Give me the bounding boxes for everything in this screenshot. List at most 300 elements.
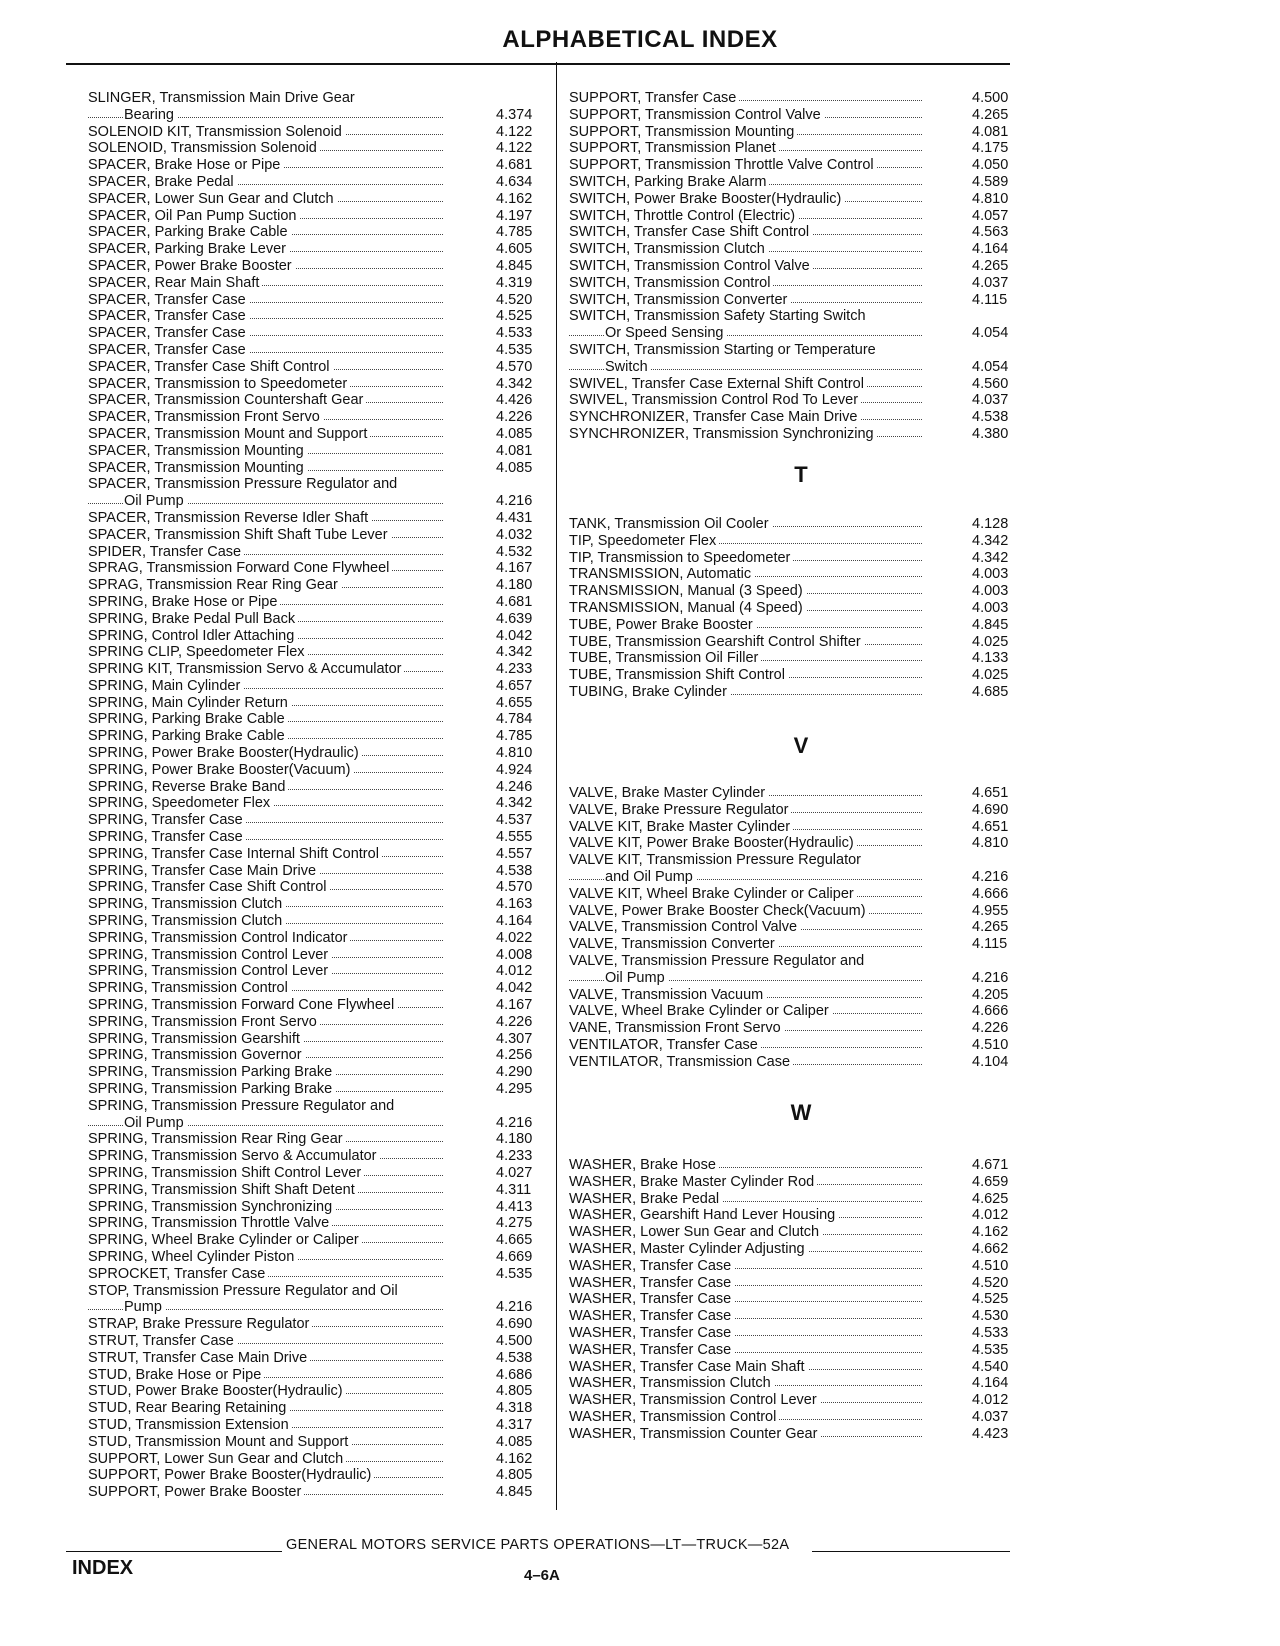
entry-label: SPACER, Transfer Case <box>88 342 249 359</box>
entry-label: SPACER, Transmission Mount and Support <box>88 426 370 443</box>
entry-label: VALVE, Power Brake Booster Check(Vacuum) <box>569 903 869 920</box>
entry-page-ref: 4.167 <box>496 997 533 1014</box>
entry-label: WASHER, Transfer Case <box>569 1342 734 1359</box>
entry-label: SPRING CLIP, Speedometer Flex <box>88 644 308 661</box>
entry-page-ref: 4.538 <box>972 409 1009 426</box>
entry-page-ref: 4.520 <box>496 291 533 308</box>
entry-page-ref: 4.655 <box>496 694 533 711</box>
entry-label: SPACER, Transmission Reverse Idler Shaft <box>88 510 371 527</box>
section-letter-heading: V <box>793 733 809 758</box>
entry-page-ref: 4.538 <box>496 862 533 879</box>
entry-label: STRAP, Brake Pressure Regulator <box>88 1316 312 1333</box>
entry-page-ref: 4.535 <box>496 1265 533 1282</box>
entry-page-ref: 4.784 <box>496 711 533 728</box>
entry-label: VALVE KIT, Brake Master Cylinder <box>569 819 793 836</box>
entry-page-ref: 4.008 <box>496 946 533 963</box>
entry-page-ref: 4.671 <box>972 1157 1009 1173</box>
page-title: ALPHABETICAL INDEX <box>502 26 778 53</box>
section-letter-heading: T <box>794 462 808 487</box>
entry-label: VALVE, Brake Pressure Regulator <box>569 802 791 819</box>
entry-label: SUPPORT, Transmission Mounting <box>569 124 797 141</box>
entry-page-ref: 4.081 <box>496 442 533 459</box>
entry-label: SPACER, Lower Sun Gear and Clutch <box>88 191 337 208</box>
title-rule <box>66 63 1010 65</box>
entry-page-ref: 4.115 <box>972 936 1008 953</box>
entry-page-ref: 4.050 <box>972 157 1009 174</box>
entry-label: TRANSMISSION, Manual (3 Speed) <box>569 583 806 600</box>
entry-page-ref: 4.042 <box>496 980 533 997</box>
entry-label: TUBE, Transmission Gearshift Control Shifter <box>569 634 864 651</box>
entry-page-ref: 4.685 <box>972 683 1009 700</box>
entry-label: SPACER, Oil Pan Pump Suction <box>88 208 299 225</box>
entry-label-continued: Or Speed Sensing <box>605 325 727 342</box>
entry-page-ref: 4.431 <box>496 509 533 526</box>
entry-label: WASHER, Transmission Counter Gear <box>569 1426 820 1443</box>
entry-label: SPRAG, Transmission Rear Ring Gear <box>88 577 341 594</box>
entry-page-ref: 4.342 <box>496 375 533 392</box>
entry-label: WASHER, Transfer Case Main Shaft <box>569 1359 808 1376</box>
entry-page-ref: 4.042 <box>496 627 533 644</box>
entry-page-ref: 4.162 <box>972 1224 1009 1241</box>
entry-page-ref: 4.012 <box>496 963 533 980</box>
entry-label: WASHER, Transfer Case <box>569 1308 734 1325</box>
entry-label: VALVE, Transmission Converter <box>569 936 778 953</box>
entry-page-ref: 4.180 <box>496 577 533 594</box>
entry-label: SPRING, Speedometer Flex <box>88 795 273 812</box>
entry-page-ref: 4.162 <box>496 1450 533 1467</box>
entry-label-continued: Oil Pump <box>124 493 187 510</box>
entry-page-ref: 4.570 <box>496 879 533 896</box>
entry-page-ref: 4.535 <box>496 341 533 358</box>
entry-page-ref: 4.538 <box>496 1349 533 1366</box>
entry-label: SWITCH, Transmission Clutch <box>569 241 768 258</box>
entry-label: SPACER, Transmission Shift Shaft Tube Lever <box>88 527 391 544</box>
entry-label: TUBE, Transmission Shift Control <box>569 667 788 684</box>
entry-page-ref: 4.037 <box>972 392 1009 409</box>
entry-page-ref: 4.164 <box>972 241 1009 258</box>
entry-page-ref: 4.500 <box>496 1332 533 1349</box>
entry-page-ref: 4.128 <box>972 516 1009 532</box>
entry-label: SPRING, Power Brake Booster(Hydraulic) <box>88 745 362 762</box>
entry-label: SPRING, Brake Hose or Pipe <box>88 594 280 611</box>
entry-page-ref: 4.605 <box>496 241 533 258</box>
entry-label: TUBING, Brake Cylinder <box>569 684 730 701</box>
entry-page-ref: 4.659 <box>972 1173 1009 1190</box>
entry-page-ref: 4.205 <box>972 986 1009 1003</box>
entry-page-ref: 4.805 <box>496 1467 533 1484</box>
entry-label: SPRING, Transmission Parking Brake <box>88 1081 335 1098</box>
entry-label: SPACER, Transfer Case <box>88 308 249 325</box>
entry-page-ref: 4.520 <box>972 1274 1009 1291</box>
entry-page-ref: 4.535 <box>972 1341 1009 1358</box>
entry-label: SWITCH, Transmission Safety Starting Switch <box>569 308 869 325</box>
entry-page-ref: 4.555 <box>496 829 533 846</box>
entry-page-ref: 4.085 <box>496 425 533 442</box>
entry-page-ref: 4.133 <box>972 650 1009 667</box>
entry-page-ref: 4.003 <box>972 599 1009 616</box>
entry-label: STUD, Transmission Mount and Support <box>88 1434 351 1451</box>
entry-label: SPRING, Transmission Gearshift <box>88 1031 303 1048</box>
entry-label: SPRING, Wheel Brake Cylinder or Caliper <box>88 1232 362 1249</box>
entry-label: SPACER, Transfer Case Shift Control <box>88 359 333 376</box>
entry-page-ref: 4.054 <box>972 358 1009 375</box>
entry-label: SYNCHRONIZER, Transmission Synchronizing <box>569 426 877 443</box>
entry-label: SPACER, Power Brake Booster <box>88 258 295 275</box>
entry-label: SPRING, Transmission Parking Brake <box>88 1064 335 1081</box>
entry-label: SPIDER, Transfer Case <box>88 544 244 561</box>
entry-page-ref: 4.924 <box>496 761 533 778</box>
entry-page-ref: 4.669 <box>496 1248 533 1265</box>
entry-page-ref: 4.012 <box>972 1207 1009 1224</box>
entry-page-ref: 4.162 <box>496 190 533 207</box>
entry-label: SUPPORT, Lower Sun Gear and Clutch <box>88 1451 346 1468</box>
entry-page-ref: 4.256 <box>496 1047 533 1064</box>
entry-page-ref: 4.233 <box>496 1148 533 1165</box>
entry-page-ref: 4.634 <box>496 173 533 190</box>
entry-label: SYNCHRONIZER, Transfer Case Main Drive <box>569 409 860 426</box>
entry-page-ref: 4.426 <box>496 392 533 409</box>
entry-page-ref: 4.057 <box>972 207 1009 224</box>
entry-label: SUPPORT, Transfer Case <box>569 90 739 107</box>
entry-page-ref: 4.307 <box>496 1030 533 1047</box>
entry-label: VALVE KIT, Wheel Brake Cylinder or Caliper <box>569 886 857 903</box>
entry-label: VENTILATOR, Transfer Case <box>569 1037 761 1054</box>
entry-label: SPACER, Parking Brake Lever <box>88 241 289 258</box>
entry-label: SPRING, Power Brake Booster(Vacuum) <box>88 762 353 779</box>
entry-label: VALVE, Brake Master Cylinder <box>569 785 768 802</box>
entry-label: WASHER, Transfer Case <box>569 1258 734 1275</box>
entry-label: VALVE, Transmission Control Valve <box>569 919 800 936</box>
entry-page-ref: 4.423 <box>972 1425 1009 1442</box>
entry-page-ref: 4.651 <box>972 818 1009 835</box>
entry-label: SPRING, Transmission Front Servo <box>88 1014 320 1031</box>
entry-page-ref: 4.054 <box>972 325 1009 342</box>
entry-label: SPRING, Transmission Synchronizing <box>88 1199 335 1216</box>
entry-label: WASHER, Transfer Case <box>569 1275 734 1292</box>
entry-label: VALVE, Wheel Brake Cylinder or Caliper <box>569 1003 832 1020</box>
entry-page-ref: 4.342 <box>496 644 533 661</box>
entry-label: WASHER, Transfer Case <box>569 1325 734 1342</box>
entry-page-ref: 4.342 <box>496 795 533 812</box>
entry-page-ref: 4.318 <box>496 1400 533 1417</box>
entry-page-ref: 4.216 <box>496 493 533 510</box>
entry-page-ref: 4.085 <box>496 1433 533 1450</box>
entry-page-ref: 4.681 <box>496 157 533 174</box>
entry-label: SPACER, Brake Hose or Pipe <box>88 157 283 174</box>
section-letter-heading: W <box>790 1100 812 1125</box>
entry-page-ref: 4.012 <box>972 1392 1009 1409</box>
entry-label: SWITCH, Transmission Control <box>569 275 773 292</box>
entry-page-ref: 4.003 <box>972 583 1009 600</box>
entry-label: TUBE, Power Brake Booster <box>569 617 756 634</box>
entry-page-ref: 4.167 <box>496 560 533 577</box>
entry-page-ref: 4.510 <box>972 1257 1009 1274</box>
entry-label: SPRING, Main Cylinder <box>88 678 243 695</box>
entry-page-ref: 4.290 <box>496 1064 533 1081</box>
entry-label: SPACER, Transmission Front Servo <box>88 409 323 426</box>
entry-page-ref: 4.845 <box>496 1484 533 1501</box>
entry-page-ref: 4.380 <box>972 425 1009 442</box>
entry-page-ref: 4.216 <box>496 1299 533 1316</box>
entry-page-ref: 4.342 <box>972 532 1009 549</box>
entry-label: SPRING, Transmission Throttle Valve <box>88 1215 332 1232</box>
entry-page-ref: 4.175 <box>972 140 1009 157</box>
entry-page-ref: 4.037 <box>972 274 1009 291</box>
entry-label: SUPPORT, Power Brake Booster <box>88 1484 304 1501</box>
entry-page-ref: 4.530 <box>972 1308 1009 1325</box>
entry-label: VALVE, Transmission Pressure Regulator and <box>569 953 867 970</box>
entry-label: TUBE, Transmission Oil Filler <box>569 650 761 667</box>
entry-page-ref: 4.226 <box>972 1020 1009 1037</box>
page-number: 4–6A <box>524 1567 560 1584</box>
entry-label: SPRING, Transfer Case <box>88 812 246 829</box>
entry-page-ref: 4.265 <box>972 257 1009 274</box>
entry-label: SWITCH, Transmission Starting or Temperature <box>569 342 879 359</box>
entry-page-ref: 4.810 <box>972 190 1009 207</box>
entry-page-ref: 4.025 <box>972 633 1009 650</box>
entry-label: STUD, Brake Hose or Pipe <box>88 1367 264 1384</box>
entry-page-ref: 4.163 <box>496 896 533 913</box>
entry-label: SWITCH, Transfer Case Shift Control <box>569 224 812 241</box>
entry-label: WASHER, Lower Sun Gear and Clutch <box>569 1224 822 1241</box>
entry-page-ref: 4.374 <box>496 106 533 123</box>
entry-page-ref: 4.785 <box>496 728 533 745</box>
entry-label: WASHER, Gearshift Hand Lever Housing <box>569 1207 838 1224</box>
entry-label: SPROCKET, Transfer Case <box>88 1266 268 1283</box>
entry-page-ref: 4.317 <box>496 1416 533 1433</box>
entry-label: STRUT, Transfer Case Main Drive <box>88 1350 310 1367</box>
entry-label: SPRING, Parking Brake Cable <box>88 728 288 745</box>
entry-label: SPRING, Wheel Cylinder Piston <box>88 1249 297 1266</box>
entry-label: STUD, Power Brake Booster(Hydraulic) <box>88 1383 346 1400</box>
entry-label: SWITCH, Parking Brake Alarm <box>569 174 769 191</box>
entry-page-ref: 4.022 <box>496 929 533 946</box>
entry-page-ref: 4.560 <box>972 375 1009 392</box>
entry-page-ref: 4.666 <box>972 1003 1009 1020</box>
entry-label: SPRAG, Transmission Forward Cone Flywheel <box>88 560 392 577</box>
entry-page-ref: 4.500 <box>972 90 1009 106</box>
entry-page-ref: 4.533 <box>496 325 533 342</box>
entry-label: SPACER, Transmission Pressure Regulator and <box>88 476 400 493</box>
entry-page-ref: 4.557 <box>496 845 533 862</box>
entry-page-ref: 4.532 <box>496 543 533 560</box>
entry-label: TIP, Speedometer Flex <box>569 533 719 550</box>
entry-page-ref: 4.342 <box>972 549 1009 566</box>
entry-label: SPACER, Transmission Mounting <box>88 460 307 477</box>
entry-label: SPACER, Transmission Countershaft Gear <box>88 392 366 409</box>
entry-page-ref: 4.311 <box>496 1181 532 1198</box>
entry-page-ref: 4.665 <box>496 1232 533 1249</box>
entry-label: SPRING, Transmission Control Lever <box>88 947 331 964</box>
entry-label: SUPPORT, Transmission Throttle Valve Control <box>569 157 877 174</box>
entry-page-ref: 4.570 <box>496 358 533 375</box>
entry-label: SPACER, Transfer Case <box>88 292 249 309</box>
entry-label: SPRING, Transfer Case Internal Shift Control <box>88 846 382 863</box>
entry-label: SUPPORT, Transmission Control Valve <box>569 107 824 124</box>
entry-page-ref: 4.540 <box>972 1358 1009 1375</box>
entry-label: SPACER, Transmission to Speedometer <box>88 376 350 393</box>
entry-page-ref: 4.081 <box>972 123 1009 140</box>
entry-label: TRANSMISSION, Automatic <box>569 566 754 583</box>
entry-label: STRUT, Transfer Case <box>88 1333 237 1350</box>
entry-label: VALVE, Transmission Vacuum <box>569 987 766 1004</box>
entry-page-ref: 4.085 <box>496 459 533 476</box>
entry-label: SPRING, Main Cylinder Return <box>88 695 291 712</box>
entry-page-ref: 4.037 <box>972 1408 1009 1425</box>
entry-label: WASHER, Transmission Control <box>569 1409 779 1426</box>
entry-label-continued: Oil Pump <box>605 970 668 987</box>
entry-label: SWIVEL, Transmission Control Rod To Lever <box>569 392 861 409</box>
entry-page-ref: 4.233 <box>496 661 533 678</box>
entry-label: SPRING KIT, Transmission Servo & Accumulator <box>88 661 404 678</box>
entry-page-ref: 4.246 <box>496 778 533 795</box>
entry-label-continued: Switch <box>605 359 651 376</box>
entry-page-ref: 4.525 <box>972 1291 1009 1308</box>
entry-page-ref: 4.563 <box>972 224 1009 241</box>
entry-label: SWITCH, Transmission Converter <box>569 292 790 309</box>
entry-page-ref: 4.690 <box>972 801 1009 818</box>
entry-label: TIP, Transmission to Speedometer <box>569 550 793 567</box>
entry-label: SPACER, Transfer Case <box>88 325 249 342</box>
entry-label-continued: Pump <box>124 1299 165 1316</box>
entry-label: VENTILATOR, Transmission Case <box>569 1054 793 1071</box>
entry-label: VALVE KIT, Power Brake Booster(Hydraulic) <box>569 835 857 852</box>
entry-label: SOLENOID KIT, Transmission Solenoid <box>88 124 345 141</box>
entry-label: STUD, Transmission Extension <box>88 1417 292 1434</box>
entry-page-ref: 4.265 <box>972 919 1009 936</box>
entry-page-ref: 4.690 <box>496 1316 533 1333</box>
entry-page-ref: 4.265 <box>972 106 1009 123</box>
entry-label: SWITCH, Power Brake Booster(Hydraulic) <box>569 191 844 208</box>
footer-rule-right <box>812 1551 1010 1552</box>
entry-page-ref: 4.662 <box>972 1240 1009 1257</box>
entry-label: VANE, Transmission Front Servo <box>569 1020 784 1037</box>
entry-label: SWIVEL, Transfer Case External Shift Control <box>569 376 867 393</box>
entry-label: SPRING, Transmission Control <box>88 980 291 997</box>
entry-label: WASHER, Transmission Clutch <box>569 1375 774 1392</box>
entry-page-ref: 4.027 <box>496 1165 533 1181</box>
entry-label: WASHER, Brake Hose <box>569 1157 719 1174</box>
entry-page-ref: 4.533 <box>972 1324 1009 1341</box>
entry-label-continued: Oil Pump <box>124 1115 187 1132</box>
entry-label: WASHER, Brake Pedal <box>569 1191 722 1208</box>
entry-page-ref: 4.003 <box>972 566 1009 583</box>
entry-label: SPRING, Transmission Servo & Accumulator <box>88 1148 380 1165</box>
column-divider <box>556 62 557 1510</box>
entry-page-ref: 4.216 <box>972 969 1009 986</box>
entry-page-ref: 4.032 <box>496 526 533 543</box>
entry-label: SPRING, Transmission Forward Cone Flywheel <box>88 997 397 1014</box>
entry-label: SPRING, Brake Pedal Pull Back <box>88 611 298 628</box>
entry-page-ref: 4.180 <box>496 1131 533 1148</box>
entry-label: SPRING, Parking Brake Cable <box>88 711 288 728</box>
entry-label: WASHER, Brake Master Cylinder Rod <box>569 1174 817 1191</box>
entry-label: STUD, Rear Bearing Retaining <box>88 1400 289 1417</box>
entry-page-ref: 4.025 <box>972 667 1009 684</box>
entry-page-ref: 4.686 <box>496 1366 533 1383</box>
index-section-label: INDEX <box>72 1557 134 1579</box>
entry-label: WASHER, Transfer Case <box>569 1291 734 1308</box>
entry-page-ref: 4.845 <box>972 616 1009 633</box>
entry-page-ref: 4.275 <box>496 1215 533 1232</box>
entry-label-continued: Bearing <box>124 107 177 124</box>
entry-label: SPRING, Transfer Case <box>88 829 246 846</box>
entry-label: SUPPORT, Transmission Planet <box>569 140 779 157</box>
entry-label: SPRING, Transfer Case Main Drive <box>88 863 319 880</box>
entry-page-ref: 4.122 <box>496 123 533 140</box>
entry-page-ref: 4.413 <box>496 1198 533 1215</box>
entry-label: SPACER, Brake Pedal <box>88 174 237 191</box>
entry-page-ref: 4.805 <box>496 1383 533 1400</box>
entry-label: WASHER, Master Cylinder Adjusting <box>569 1241 808 1258</box>
entry-page-ref: 4.625 <box>972 1190 1009 1207</box>
entry-page-ref: 4.589 <box>972 173 1009 190</box>
entry-page-ref: 4.537 <box>496 812 533 829</box>
entry-page-ref: 4.666 <box>972 885 1009 902</box>
entry-page-ref: 4.319 <box>496 274 533 291</box>
entry-label: SPRING, Transmission Clutch <box>88 913 285 930</box>
entry-label: SPRING, Transmission Shift Shaft Detent <box>88 1182 358 1199</box>
entry-page-ref: 4.164 <box>496 913 533 930</box>
entry-page-ref: 4.810 <box>496 745 533 762</box>
entry-page-ref: 4.122 <box>496 140 533 157</box>
entry-page-ref: 4.810 <box>972 835 1009 852</box>
entry-page-ref: 4.785 <box>496 224 533 241</box>
entry-page-ref: 4.226 <box>496 1013 533 1030</box>
entry-page-ref: 4.651 <box>972 785 1009 801</box>
entry-page-ref: 4.657 <box>496 677 533 694</box>
entry-page-ref: 4.639 <box>496 610 533 627</box>
entry-label-continued: and Oil Pump <box>605 869 696 886</box>
entry-label: SPRING, Transmission Rear Ring Gear <box>88 1131 346 1148</box>
entry-label: STOP, Transmission Pressure Regulator and Oil <box>88 1283 401 1300</box>
entry-label: SPACER, Parking Brake Cable <box>88 224 291 241</box>
footer-rule-left <box>66 1551 282 1552</box>
entry-label: VALVE KIT, Transmission Pressure Regulator <box>569 852 864 869</box>
entry-page-ref: 4.510 <box>972 1036 1009 1053</box>
entry-page-ref: 4.681 <box>496 593 533 610</box>
entry-page-ref: 4.216 <box>496 1114 533 1131</box>
entry-label: TANK, Transmission Oil Cooler <box>569 516 772 533</box>
entry-label: TRANSMISSION, Manual (4 Speed) <box>569 600 806 617</box>
entry-label: SUPPORT, Power Brake Booster(Hydraulic) <box>88 1467 374 1484</box>
entry-page-ref: 4.164 <box>972 1375 1009 1392</box>
entry-label: WASHER, Transmission Control Lever <box>569 1392 820 1409</box>
entry-page-ref: 4.525 <box>496 308 533 325</box>
entry-page-ref: 4.295 <box>496 1081 533 1098</box>
entry-label: SPRING, Transmission Governor <box>88 1047 305 1064</box>
entry-label: SPRING, Transmission Control Lever <box>88 963 331 980</box>
entry-label: SPACER, Transmission Mounting <box>88 443 307 460</box>
entry-label: SWITCH, Throttle Control (Electric) <box>569 208 798 225</box>
entry-label: SPRING, Transfer Case Shift Control <box>88 879 330 896</box>
entry-label: SPRING, Transmission Clutch <box>88 896 285 913</box>
entry-label: SPRING, Transmission Control Indicator <box>88 930 350 947</box>
entry-label: SOLENOID, Transmission Solenoid <box>88 140 320 157</box>
entry-label: SPRING, Transmission Shift Control Lever <box>88 1165 364 1182</box>
entry-page-ref: 4.216 <box>972 868 1009 885</box>
entry-page-ref: 4.104 <box>972 1053 1009 1070</box>
entry-label: SPRING, Control Idler Attaching <box>88 628 297 645</box>
footer-publisher-text: GENERAL MOTORS SERVICE PARTS OPERATIONS—LT—TRUCK—52A <box>286 1537 790 1553</box>
entry-page-ref: 4.115 <box>972 291 1008 308</box>
entry-page-ref: 4.226 <box>496 409 533 426</box>
entry-label: SLINGER, Transmission Main Drive Gear <box>88 90 358 107</box>
entry-page-ref: 4.955 <box>972 902 1009 919</box>
entry-label: SWITCH, Transmission Control Valve <box>569 258 813 275</box>
entry-label: SPRING, Transmission Pressure Regulator and <box>88 1098 397 1115</box>
entry-label: SPACER, Rear Main Shaft <box>88 275 262 292</box>
